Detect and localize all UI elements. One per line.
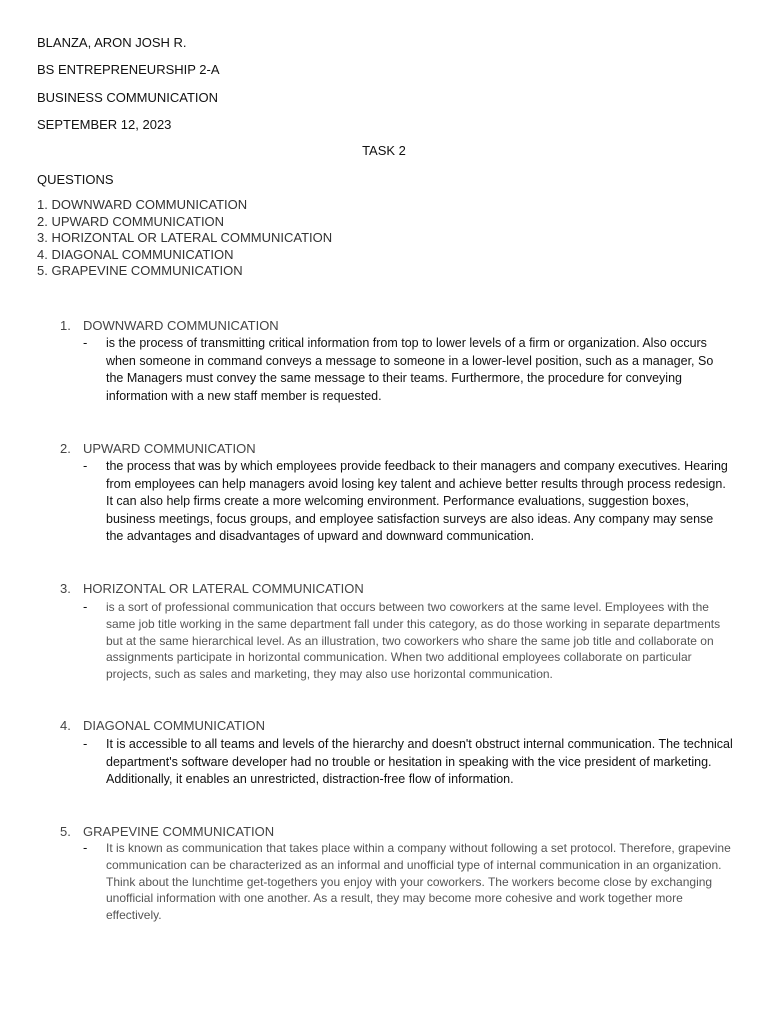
section-number: 1. xyxy=(60,318,71,333)
bullet-dash: - xyxy=(83,599,88,614)
section-heading xyxy=(60,718,265,733)
section-answer-text: It is known as communication that takes place within a company without following a set protocol. Therefore, grapevine communication can be characterized as an informal and unofficial type of internal communication in an organization. Think about the lunchtime get-togethers you enjoy with your coworkers. The workers become close by exchanging unofficial information with one another. As a result, they may become more cohesive and work together more effectively. xyxy=(106,841,731,923)
section-number: 2. xyxy=(60,441,71,456)
bullet-dash: - xyxy=(83,335,88,350)
section-title: GRAPEVINE COMMUNICATION xyxy=(83,824,275,839)
bullet-dash: - xyxy=(83,840,88,855)
section-number: 4. xyxy=(60,718,71,733)
bullet-dash: - xyxy=(83,458,88,473)
section-number: 3. xyxy=(60,581,71,596)
student-name: BLANZA, ARON JOSH R. xyxy=(37,35,187,50)
subject-title: BUSINESS COMMUNICATION xyxy=(37,90,219,105)
questions-list xyxy=(37,197,332,280)
question-item: 4. DIAGONAL COMMUNICATION xyxy=(37,246,234,262)
document-date: SEPTEMBER 12, 2023 xyxy=(37,117,172,132)
section-title: HORIZONTAL OR LATERAL COMMUNICATION xyxy=(83,581,364,596)
course-section: BS ENTREPRENEURSHIP 2-A xyxy=(37,62,220,77)
question-item: 2. UPWARD COMMUNICATION xyxy=(37,213,225,229)
section-title: DOWNWARD COMMUNICATION xyxy=(83,318,279,333)
section-heading xyxy=(60,581,364,596)
section-title: UPWARD COMMUNICATION xyxy=(83,441,256,456)
question-item: 5. GRAPEVINE COMMUNICATION xyxy=(37,263,243,278)
section-answer-text: the process that was by which employees provide feedback to their managers and company executives. Hearing from employees can help managers avoid losing key talent and achieve better results through process redesign. It can also help firms create a more welcoming environment. Performance evaluations, suggestion boxes, business meetings, focus groups, and employee satisfaction surveys are also ideas. Any company may sense the advantages and disadvantages of upward and downward communication. xyxy=(106,459,728,543)
section-title: DIAGONAL COMMUNICATION xyxy=(83,718,266,733)
bullet-dash: - xyxy=(83,736,88,751)
section-heading xyxy=(60,318,279,333)
section-heading xyxy=(60,824,274,839)
question-item: 3. HORIZONTAL OR LATERAL COMMUNICATION xyxy=(37,230,333,245)
question-item: 1. DOWNWARD COMMUNICATION xyxy=(37,197,248,212)
section-answer-text: is a sort of professional communication that occurs between two coworkers at the same level. Employees with the same job title working in the same department fall under this category, as do those working in separate departments but at the same hierarchical level. As an illustration, two coworkers who share the same job title and collaborate on assignments participate in horizontal communication. When two additional employees collaborate on particular projects, such as sales and marketing, they may also use horizontal communication. xyxy=(106,600,721,682)
section-number: 5. xyxy=(60,824,71,839)
section-answer-text: It is accessible to all teams and levels of the hierarchy and doesn't obstruct internal communication. The technical department's software developer had no trouble or hesitation in speaking with the vice president of marketing. Additionally, it enables an unrestricted, distraction-free flow of information. xyxy=(106,737,733,786)
questions-label: QUESTIONS xyxy=(37,172,114,187)
section-answer-text: is the process of transmitting critical information from top to lower levels of a firm or organization. Also occurs when someone in command conveys a message to someone in a lower-level position, such as a manager, So the Managers must convey the same message to their teams. Furthermore, the procedure for conveying information with a new staff member is requested. xyxy=(106,336,714,403)
task-title: TASK 2 xyxy=(362,143,406,158)
section-heading xyxy=(60,441,256,456)
